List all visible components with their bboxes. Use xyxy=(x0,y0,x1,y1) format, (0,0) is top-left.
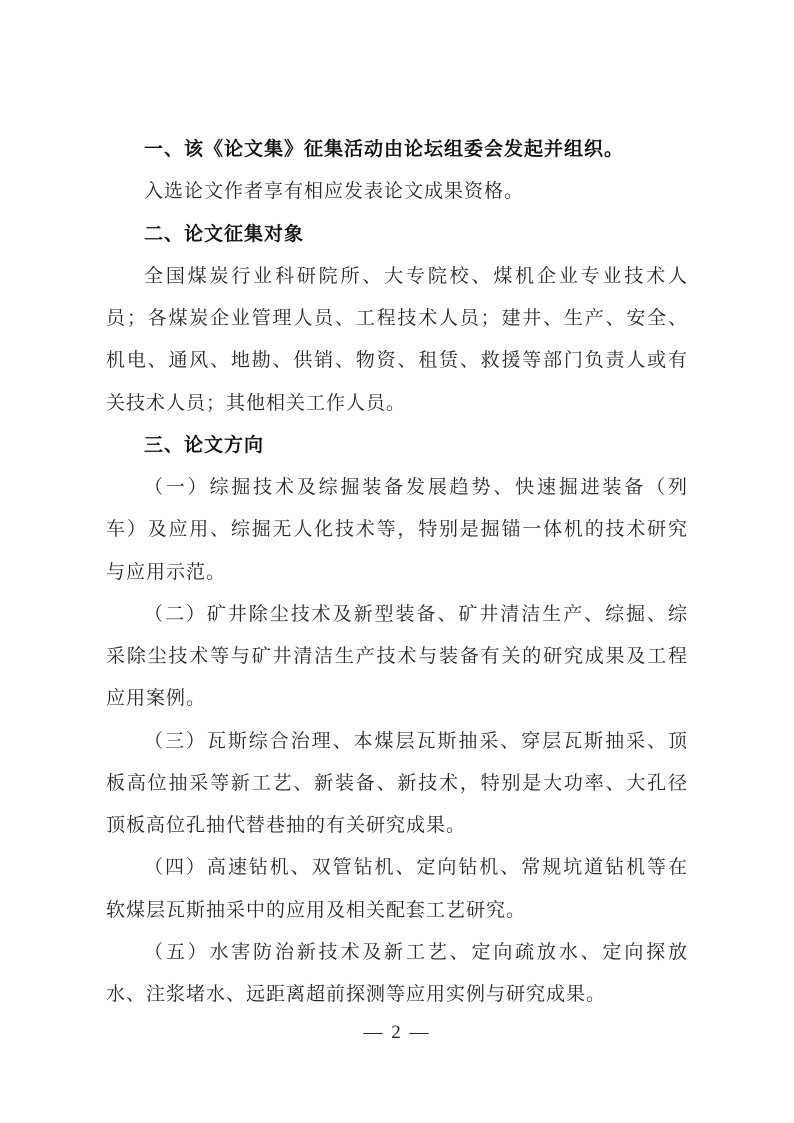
document-body xyxy=(106,129,688,1016)
paragraph xyxy=(106,256,688,425)
text-line: 板高位抽采等新工艺、新装备、新技术，特别是大功率、大孔径 xyxy=(106,772,688,794)
text-line: （四）高速钻机、双管钻机、定向钻机、常规坑道钻机等在 xyxy=(144,857,688,879)
section-heading xyxy=(106,425,688,467)
text-line: 采除尘技术等与矿井清洁生产技术与装备有关的研究成果及工程 xyxy=(106,646,688,667)
text-line: 二、论文征集对象 xyxy=(144,223,305,245)
text-line: 入选论文作者享有相应发表论文成果资格。 xyxy=(144,181,525,203)
text-line: （三）瓦斯综合治理、本煤层瓦斯抽采、穿层瓦斯抽采、顶 xyxy=(144,730,688,752)
section-heading xyxy=(106,129,688,171)
paragraph xyxy=(106,594,688,721)
paragraph xyxy=(106,932,688,1017)
text-line: （二）矿井除尘技术及新型装备、矿井清洁生产、综掘、综 xyxy=(144,603,688,625)
paragraph xyxy=(106,467,688,594)
text-line: 全国煤炭行业科研院所、大专院校、煤机企业专业技术人 xyxy=(144,265,688,287)
text-line: 水、注浆堵水、远距离超前探测等应用实例与研究成果。 xyxy=(106,984,607,1005)
text-line: 机电、通风、地勘、供销、物资、租赁、救援等部门负责人或有 xyxy=(106,350,688,372)
text-line: 与应用示范。 xyxy=(106,561,227,583)
text-line: （五）水害防治新技术及新工艺、定向疏放水、定向探放 xyxy=(144,941,688,963)
text-line: 软煤层瓦斯抽采中的应用及相关配套工艺研究。 xyxy=(106,899,527,921)
text-line: 关技术人员；其他相关工作人员。 xyxy=(106,392,407,414)
text-line: （一）综掘技术及综掘装备发展趋势、快速掘进装备（列 xyxy=(144,477,688,498)
text-line: 顶板高位孔抽代替巷抽的有关研究成果。 xyxy=(106,815,467,836)
text-line: 三、论文方向 xyxy=(144,434,265,456)
text-line: 员；各煤炭企业管理人员、工程技术人员；建井、生产、安全、 xyxy=(106,308,688,329)
page-footer xyxy=(0,1012,794,1054)
text-line: 车）及应用、综掘无人化技术等，特别是掘锚一体机的技术研究 xyxy=(106,519,688,541)
page-number: — 2 — xyxy=(363,1022,431,1043)
section-heading xyxy=(106,214,688,256)
text-line: 应用案例。 xyxy=(106,688,207,710)
paragraph xyxy=(106,721,688,848)
paragraph xyxy=(106,171,688,213)
text-line: 一、该《论文集》征集活动由论坛组委会发起并组织。 xyxy=(144,139,625,160)
paragraph xyxy=(106,847,688,932)
